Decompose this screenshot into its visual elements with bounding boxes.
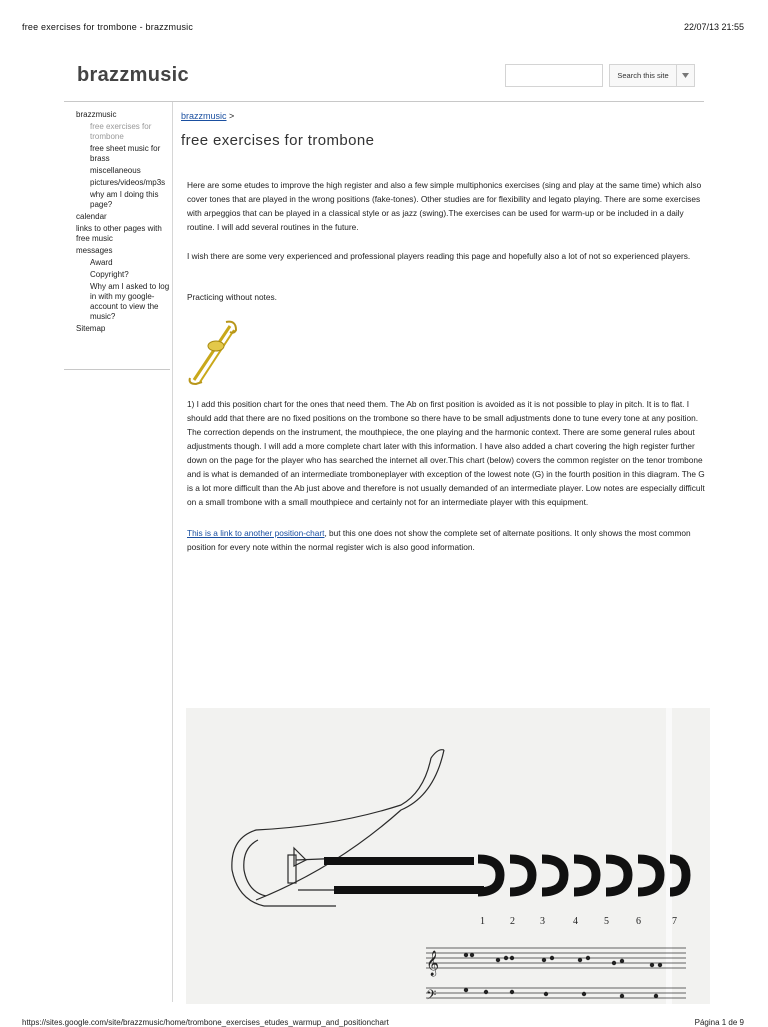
sidebar-item-brazzmusic[interactable]: brazzmusic [76, 110, 117, 119]
sidebar-item-copyright[interactable]: Copyright? [90, 270, 129, 279]
position-label: 3 [540, 916, 545, 927]
sidebar-item-free-sheet-music-for-brass[interactable]: free sheet music for brass [90, 144, 161, 163]
position-label: 5 [604, 916, 609, 927]
position-label: 2 [510, 916, 515, 927]
sidebar-bottom-divider [64, 369, 170, 370]
sidebar-item-why-am-i-doing-this-page[interactable]: why am I doing this page? [90, 190, 159, 209]
position-chart-link[interactable]: This is a link to another position-chart [187, 528, 325, 538]
sidebar-item-award[interactable]: Award [90, 258, 113, 267]
trombone-icon [186, 318, 238, 386]
link-paragraph-rest: , but this one does not show the complete set of alternate positions. It only shows the most common position for every note within the normal register wich is also good information. [187, 528, 691, 552]
print-header-datetime: 22/07/13 21:55 [683, 22, 744, 32]
sidebar-divider [172, 102, 173, 1002]
bass-clef-icon: 𝄢 [426, 989, 437, 1004]
practicing-without-notes-text: Practicing without notes. [187, 292, 277, 302]
site-title[interactable]: brazzmusic [77, 64, 189, 86]
experienced-players-paragraph: I wish there are some very experienced and professional players reading this page and hopefully also a lot of not so experienced players. [187, 251, 691, 261]
sidebar-item-sitemap[interactable]: Sitemap [76, 324, 106, 333]
position-label: 1 [480, 916, 485, 927]
intro-paragraph: Here are some etudes to improve the high register and also a few simple multiphonics exercises (sing and play at the same time) which also cover tones that are played in the wrong positions (fake-tones). Other studies are for flexibility and legato playing. There are some exercises with arpeggios that can be played in a classical style or as jazz (swing).The exercises can be used for warm-up or be included in a daily routine. I will add several routines in the future. [187, 180, 702, 232]
search-options-dropdown[interactable] [676, 64, 695, 87]
search-button[interactable]: Search this site [609, 64, 677, 87]
chevron-down-icon [682, 73, 689, 78]
sidebar-item-miscellaneous[interactable]: miscellaneous [90, 166, 141, 175]
trombone-position-chart-drawing [186, 708, 710, 1004]
position-label: 6 [636, 916, 641, 927]
position-label: 4 [573, 916, 578, 927]
position-chart-image [186, 708, 710, 1004]
link-paragraph [187, 526, 709, 554]
page-title: free exercises for trombone [181, 132, 375, 149]
print-footer-url: https://sites.google.com/site/brazzmusic/home/trombone_exercises_etudes_warmup_and_positionchart [22, 1018, 389, 1027]
sidebar-item-links-to-other-pages[interactable]: links to other pages with free music [76, 224, 162, 243]
sidebar-nav [64, 110, 170, 336]
breadcrumb-separator: > [229, 111, 235, 121]
breadcrumb-link-brazzmusic[interactable]: brazzmusic [181, 111, 227, 121]
search-input[interactable] [505, 64, 603, 87]
print-header-title: free exercises for trombone - brazzmusic [22, 22, 194, 32]
sidebar-item-free-exercises-for-trombone[interactable]: free exercises for trombone [90, 122, 152, 141]
position-label: 7 [672, 916, 677, 927]
sidebar-item-calendar[interactable]: calendar [76, 212, 107, 221]
treble-clef-icon: 𝄞 [426, 950, 440, 975]
header-divider [64, 101, 704, 102]
trombone-thumbnail-image[interactable] [186, 318, 238, 386]
sidebar-item-pictures-videos-mp3s[interactable]: pictures/videos/mp3s [90, 178, 166, 187]
sidebar-item-google-account-question[interactable]: Why am I asked to log in with my google-account to view the music? [90, 282, 170, 321]
sidebar-item-messages[interactable]: messages [76, 246, 113, 255]
position-chart-paragraph: 1) I add this position chart for the ones that need them. The Ab on first position is avoided as it is not possible to play in pitch. It is to flat. I should add that there are no fixed positions on the trombone so there have to be small adjustments done to tune every tone at any position. The correction depends on the instrument, the mouthpiece, the one playing and the harmonic context. There are some general rules about adjustments though. I will add a more complete chart later with this information. I have also added a chart covering the high register further down on the page for the player who has searched the internet all over.This chart (below) covers the common register on the tenor trombone and is what is demanded of an intermediate tromboneplayer with exception of the lowest note (G) in the fourth position in this diagram. The G is a lot more difficult than the Ab just above and therefore is not usually demanded of an intermediate player. Low notes are especially difficult on a small trombone with a small mouthpiece and certainly not for an intermediate player with this equipment. [187, 399, 705, 507]
print-footer-page-number: Página 1 de 9 [694, 1018, 744, 1027]
breadcrumb [181, 111, 234, 121]
